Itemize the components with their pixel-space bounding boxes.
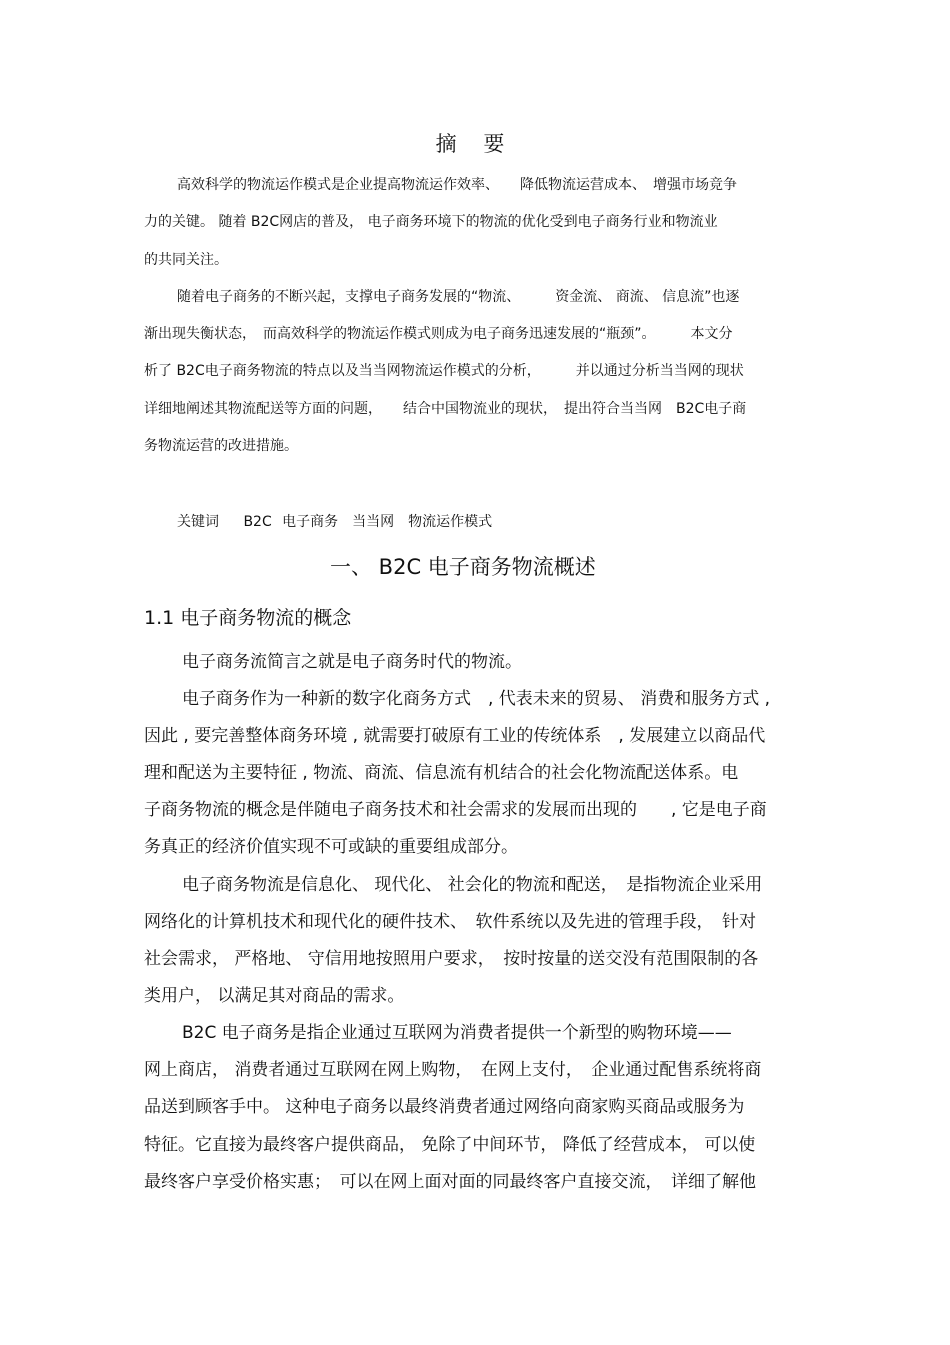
body-line: 最终客户享受价格实惠； 可以在网上面对面的同最终客户直接交流， 详细了解他 — [144, 1172, 756, 1192]
subsection-heading: 1.1 电子商务物流的概念 — [144, 607, 352, 629]
abstract-title: 摘 要 — [435, 132, 515, 156]
abstract-line: 力的关键。 随着 B2C网店的普及， 电子商务环境下的物流的优化受到电子商务行业和物流业 — [144, 214, 718, 230]
keywords: 关键词 B2C 电子商务 当当网 物流运作模式 — [177, 514, 493, 530]
abstract-line: 随着电子商务的不断兴起，支撑电子商务发展的“物流、 资金流、 商流、 信息流”也逐 — [177, 289, 740, 305]
body-line: 电子商务作为一种新的数字化商务方式 , 代表未来的贸易、 消费和服务方式 , — [182, 689, 771, 709]
body-line: 因此 , 要完善整体商务环境 , 就需要打破原有工业的传统体系 , 发展建立以商品代 — [144, 726, 766, 746]
abstract-line: 高效科学的物流运作模式是企业提高物流运作效率、 降低物流运营成本、 增强市场竞争 — [177, 177, 737, 193]
body-line: 务真正的经济价值实现不可或缺的重要组成部分。 — [144, 837, 518, 857]
abstract-line: 渐出现失衡状态， 而高效科学的物流运作模式则成为电子商务迅速发展的“瓶颈”。 本文分 — [144, 326, 733, 342]
body-line: 电子商务流简言之就是电子商务时代的物流。 — [182, 652, 522, 672]
body-line: 子商务物流的概念是伴随电子商务技术和社会需求的发展而出现的 , 它是电子商 — [144, 800, 767, 820]
body-line: 网络化的计算机技术和现代化的硬件技术、 软件系统以及先进的管理手段， 针对 — [144, 912, 756, 932]
body-line: B2C 电子商务是指企业通过互联网为消费者提供一个新型的购物环境—— — [182, 1023, 732, 1043]
abstract-line: 详细地阐述其物流配送等方面的问题， 结合中国物流业的现状， 提出符合当当网 B2C电子商 — [144, 401, 747, 417]
abstract-line: 的共同关注。 — [144, 252, 228, 268]
body-line: 理和配送为主要特征 , 物流、商流、信息流有机结合的社会化物流配送体系。电 — [144, 763, 739, 783]
body-line: 品送到顾客手中。 这种电子商务以最终消费者通过网络向商家购买商品或服务为 — [144, 1097, 745, 1117]
body-line: 社会需求， 严格地、 守信用地按照用户要求， 按时按量的送交没有范围限制的各 — [144, 949, 759, 969]
body-line: 类用户， 以满足其对商品的需求。 — [144, 986, 405, 1006]
body-line: 网上商店， 消费者通过互联网在网上购物， 在网上支付， 企业通过配售系统将商 — [144, 1060, 762, 1080]
body-line: 电子商务物流是信息化、 现代化、 社会化的物流和配送， 是指物流企业采用 — [182, 875, 763, 895]
abstract-line: 务物流运营的改进措施。 — [144, 438, 298, 454]
body-line: 特征。它直接为最终客户提供商品， 免除了中间环节， 降低了经营成本， 可以使 — [144, 1135, 756, 1155]
section-heading: 一、 B2C 电子商务物流概述 — [330, 555, 596, 579]
abstract-line: 析了 B2C电子商务物流的特点以及当当网物流运作模式的分析， 并以通过分析当当网的现状 — [144, 363, 744, 379]
